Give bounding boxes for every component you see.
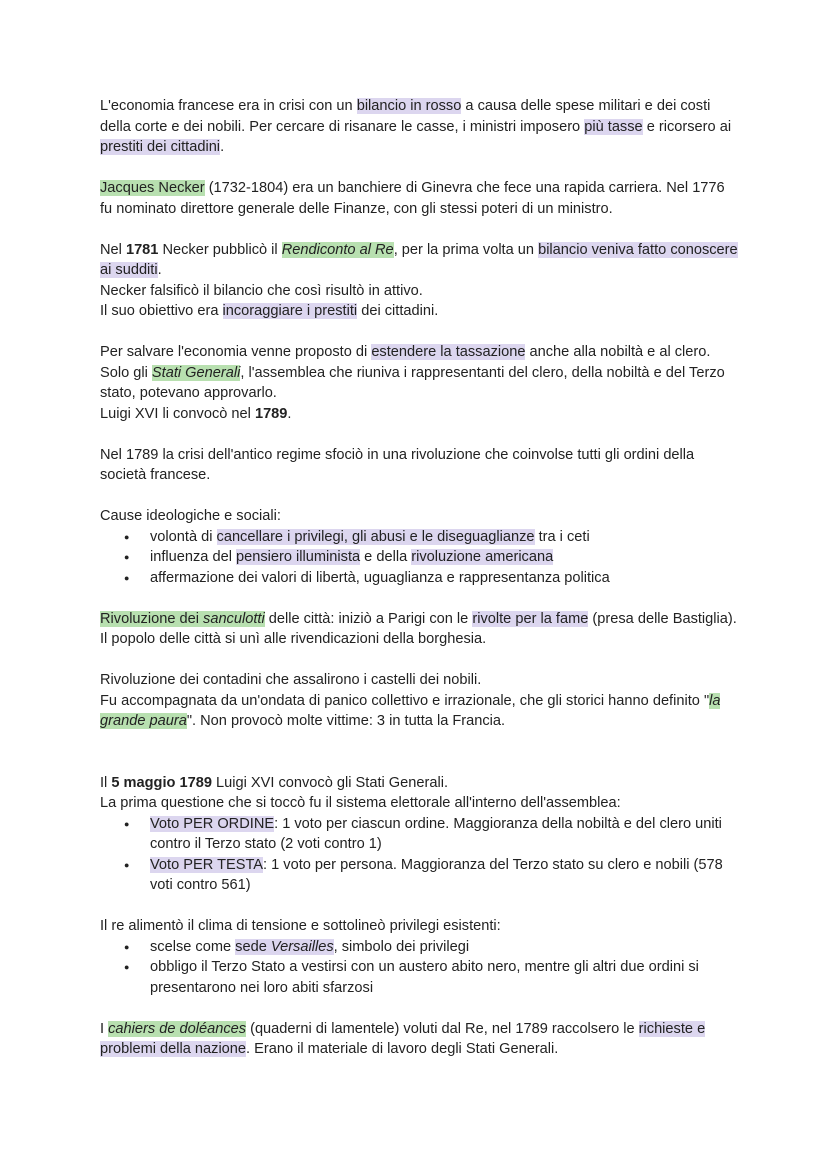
- text: e della: [360, 549, 412, 565]
- line: [100, 773, 740, 794]
- highlight-jacques-necker: Jacques Necker: [100, 180, 205, 196]
- highlight-encourage-loans: incoraggiare i prestiti: [222, 303, 358, 319]
- date-5-may-1789: 5 maggio 1789: [111, 774, 212, 791]
- year-1781: 1781: [125, 241, 159, 258]
- text: Necker pubblicò il: [158, 241, 282, 258]
- paragraph-sanculotti: [100, 609, 740, 650]
- highlight-rendiconto-al-re: Rendiconto al Re: [281, 241, 394, 258]
- text: : 1 voto per persona. Maggioranza del Terzo stato su clero e nobili (578 voti contro 561): [150, 856, 723, 893]
- text: scelse come: [150, 938, 236, 955]
- text: e ricorsero ai: [642, 118, 732, 135]
- text: volontà di: [150, 528, 217, 545]
- text: Nel: [100, 241, 126, 258]
- paragraph-estates-general: [100, 773, 740, 896]
- paragraph-cahiers: [100, 1019, 740, 1060]
- line: [100, 404, 740, 425]
- paragraph-king-tension: [100, 916, 740, 998]
- line: Necker falsificò il bilancio che così risultò in attivo.: [100, 282, 423, 299]
- list-item: [100, 814, 740, 855]
- line: [100, 240, 740, 281]
- line: Il re alimentò il clima di tensione e sottolineò privilegi esistenti:: [100, 918, 501, 934]
- text: ". Non provocò molte vittime: 3 in tutta la Francia.: [186, 713, 506, 729]
- list-item: [100, 568, 740, 589]
- list-item: [100, 547, 740, 568]
- text: .: [157, 262, 162, 278]
- text: Luigi XVI convocò gli Stati Generali.: [211, 774, 449, 791]
- text: .: [287, 405, 292, 422]
- text: . Erano il materiale di lavoro degli Stati Generali.: [246, 1041, 559, 1057]
- highlight-nation-requests: richieste e problemi della nazione: [100, 1020, 706, 1057]
- voting-list: [100, 814, 740, 896]
- highlight-cancel-privileges: cancellare i privilegi, gli abusi e le diseguaglianze: [216, 528, 535, 545]
- paragraph-peasants: [100, 670, 740, 732]
- text: Versailles: [270, 938, 334, 955]
- text: Il suo obiettivo era: [100, 303, 223, 319]
- highlight-extend-taxation: estendere la tassazione: [371, 344, 526, 360]
- text: L'economia francese era in crisi con un: [100, 98, 357, 114]
- line: [100, 691, 740, 732]
- text: obbligo il Terzo Stato a vestirsi con un austero abito nero, mentre gli altri due ordini si presentarono nei loro abiti sfarzosi: [150, 959, 699, 996]
- text: dei cittadini.: [357, 303, 439, 319]
- paragraph-rendiconto: [100, 240, 740, 322]
- text: (quaderni di lamentele) voluti dal Re, nel 1789 raccolsero le: [246, 1020, 639, 1037]
- highlight-hunger-revolts: rivolte per la fame: [472, 610, 589, 627]
- highlight-vote-by-head: Voto PER TESTA: [150, 856, 264, 873]
- text: sanculotti: [203, 610, 265, 627]
- text: Per salvare l'economia venne proposto di: [100, 344, 372, 360]
- paragraph-necker: [100, 178, 740, 219]
- causes-title: Cause ideologiche e sociali:: [100, 508, 281, 524]
- text: , per la prima volta un: [393, 241, 539, 258]
- paragraph-taxation: [100, 342, 740, 424]
- line: La prima questione che si toccò fu il sistema elettorale all'interno dell'assemblea:: [100, 795, 621, 811]
- list-item: [100, 527, 740, 548]
- text: delle città: iniziò a Parigi con le: [264, 610, 473, 627]
- highlight-citizen-loans: prestiti dei cittadini: [100, 139, 221, 155]
- text: : 1 voto per ciascun ordine. Maggioranza della nobiltà e del clero uniti contro il Terzo stato (2 voti contro 1): [150, 815, 722, 852]
- paragraph-economy-crisis: [100, 96, 740, 158]
- line: [100, 342, 740, 404]
- text: influenza del: [150, 549, 237, 565]
- highlight-cahiers-de-doleances: cahiers de doléances: [108, 1020, 247, 1037]
- text: a causa delle spese militari e dei costi della corte e dei nobili. Per cercare di risanare le casse, i ministri imposero: [100, 98, 711, 135]
- text: affermazione dei valori di libertà, uguaglianza e rappresentanza politica: [150, 569, 610, 586]
- highlight-more-taxes: più tasse: [584, 118, 643, 135]
- highlight-sanculotti-revolution: [100, 611, 265, 627]
- text: anche alla nobiltà e al clero. Solo gli: [100, 344, 711, 381]
- highlight-seat-versailles: [235, 939, 333, 955]
- year-1789: 1789: [254, 405, 288, 422]
- highlight-great-fear: la grande paura: [100, 692, 721, 729]
- text: .: [220, 139, 225, 155]
- line: [100, 301, 740, 322]
- text: Luigi XVI li convocò nel: [100, 405, 255, 422]
- text: sede: [235, 938, 267, 955]
- causes-list: [100, 527, 740, 589]
- line: Rivoluzione dei contadini che assalirono i castelli dei nobili.: [100, 672, 482, 688]
- highlight-american-revolution: rivoluzione americana: [411, 549, 554, 565]
- highlight-enlightenment: pensiero illuminista: [236, 549, 361, 565]
- text: I: [100, 1020, 109, 1037]
- text: , l'assemblea che riuniva i rappresentanti del clero, della nobiltà e del Terzo stato, potevano approvarlo.: [100, 364, 725, 401]
- text: tra i ceti: [534, 528, 590, 545]
- text: Rivoluzione dei: [100, 610, 204, 627]
- text: Il: [100, 774, 112, 791]
- text: Fu accompagnata da un'ondata di panico collettivo e irrazionale, che gli storici hanno definito ": [100, 692, 710, 709]
- paragraph-causes: [100, 506, 740, 588]
- text: , simbolo dei privilegi: [333, 938, 470, 955]
- highlight-budget-shown: bilancio veniva fatto conoscere ai sudditi: [100, 241, 738, 278]
- list-item: [100, 957, 740, 998]
- paragraph-revolution: Nel 1789 la crisi dell'antico regime sfociò in una rivoluzione che coinvolse tutti gli ordini della società francese.: [100, 446, 695, 483]
- text: (presa delle Bastiglia). Il popolo delle città si unì alle rivendicazioni della borghesia.: [100, 610, 737, 647]
- text: (1732-1804) era un banchiere di Ginevra che fece una rapida carriera. Nel 1776 fu nominato direttore generale delle Finanze, con gli stessi poteri di un ministro.: [100, 180, 725, 217]
- king-list: [100, 937, 740, 999]
- list-item: [100, 937, 740, 958]
- highlight-budget-deficit: bilancio in rosso: [356, 98, 462, 114]
- highlight-vote-by-order: Voto PER ORDINE: [150, 815, 275, 832]
- document-body: [100, 96, 740, 1080]
- highlight-stati-generali: Stati Generali: [151, 364, 241, 381]
- list-item: [100, 855, 740, 896]
